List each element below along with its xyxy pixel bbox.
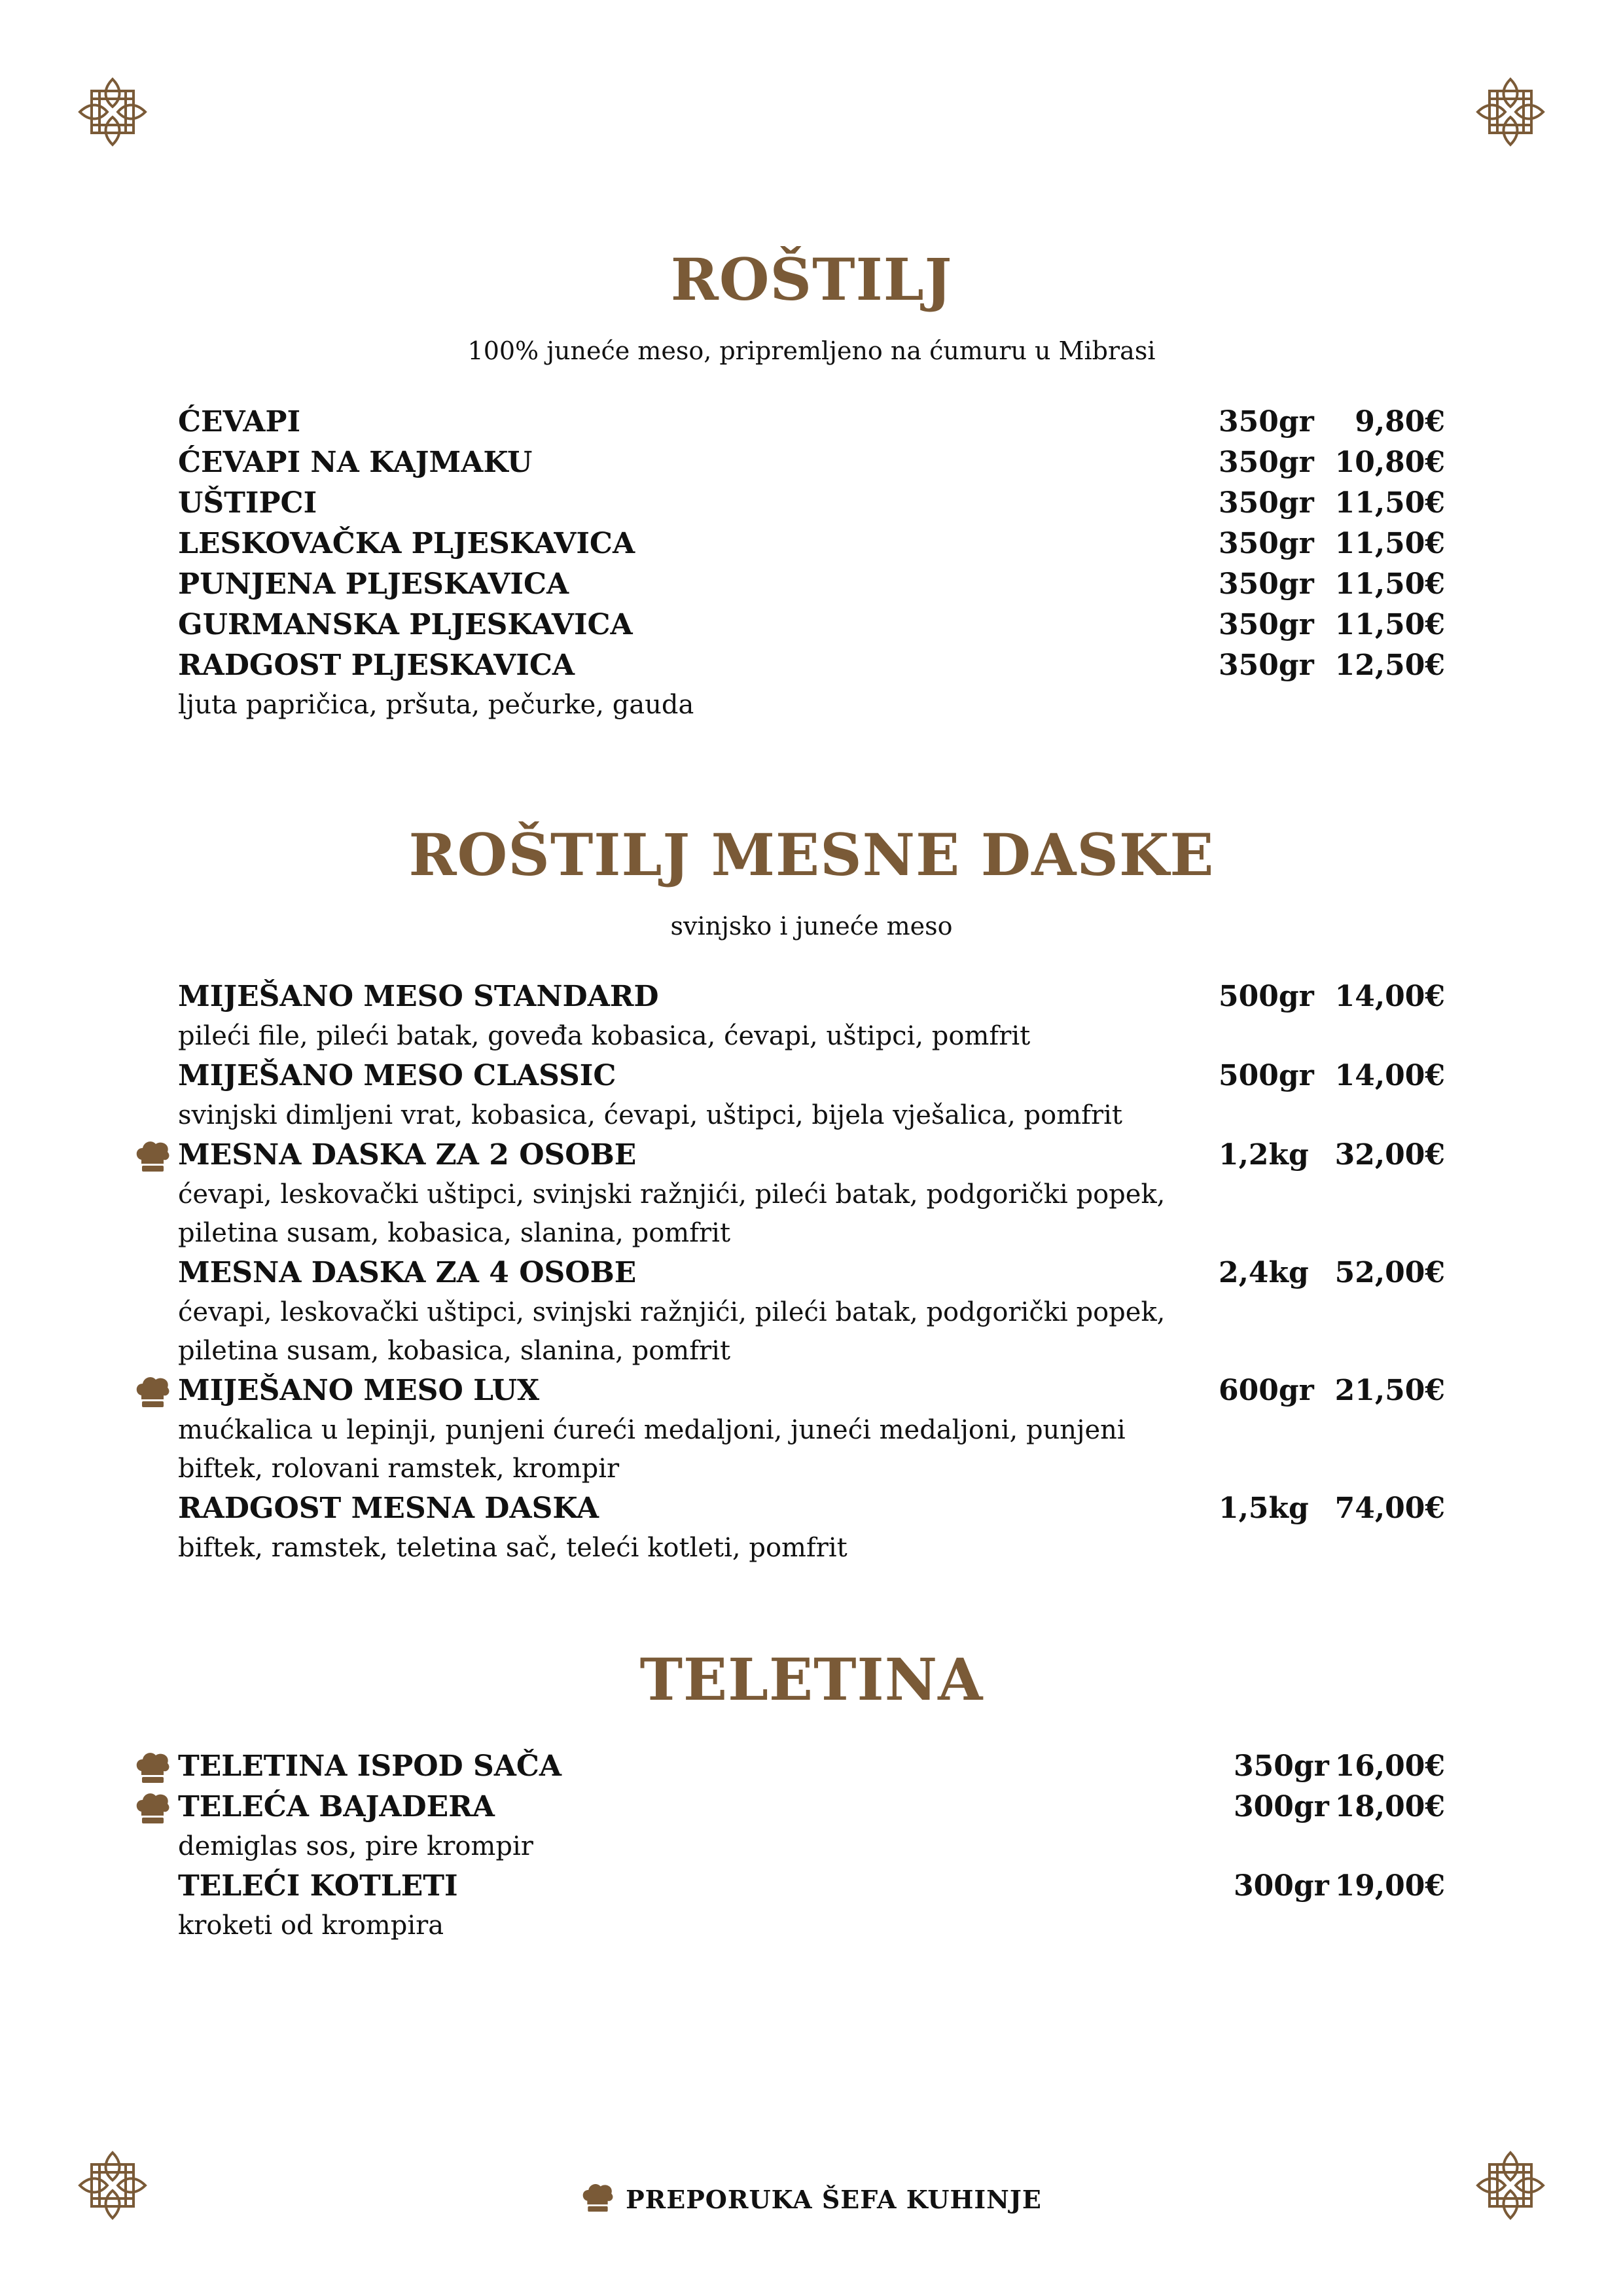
menu-item-row xyxy=(0,1135,1623,1175)
item-weight: 350gr xyxy=(1219,567,1314,601)
section-subtitle: 100% juneće meso, pripremljeno na ćumuru u Mibrasi xyxy=(467,336,1156,365)
item-price: 14,00€ xyxy=(1334,1059,1445,1092)
item-name: ĆEVAPI NA KAJMAKU xyxy=(178,446,533,479)
item-name: MIJEŠANO MESO LUX xyxy=(178,1374,540,1407)
menu-item xyxy=(0,1371,1623,1488)
menu-item xyxy=(0,524,1623,564)
item-name: MIJEŠANO MESO STANDARD xyxy=(178,980,659,1013)
item-price: 19,00€ xyxy=(1334,1869,1445,1903)
menu-item-row xyxy=(0,564,1623,605)
section-title: ROŠTILJ MESNE DASKE xyxy=(408,821,1215,889)
menu-list-mesne-daske xyxy=(0,977,1623,1568)
item-price: 10,80€ xyxy=(1334,446,1445,479)
item-weight: 350gr xyxy=(1219,486,1314,520)
item-weight: 350gr xyxy=(1219,405,1314,439)
section-rostilj xyxy=(0,245,1623,365)
item-price: 11,50€ xyxy=(1334,486,1445,520)
footer-label: PREPORUKA ŠEFA KUHINJE xyxy=(626,2184,1042,2214)
item-name: ĆEVAPI xyxy=(178,405,301,439)
item-description: ćevapi, leskovački uštipci, svinjski ražnjići, pileći batak, podgorički popek, piletina susam, kobasica, slanina, pomfrit xyxy=(178,1179,1166,1248)
item-weight: 350gr xyxy=(1219,446,1314,479)
menu-item xyxy=(0,977,1623,1056)
chef-hat-icon xyxy=(135,1140,170,1173)
menu-item xyxy=(0,645,1623,725)
item-name: TELETINA ISPOD SAČA xyxy=(178,1749,562,1783)
item-weight: 2,4kg xyxy=(1219,1256,1309,1289)
item-weight: 300gr xyxy=(1234,1790,1329,1823)
item-price: 74,00€ xyxy=(1334,1492,1445,1525)
menu-item-row xyxy=(0,1866,1623,1907)
menu-item xyxy=(0,483,1623,524)
item-price: 18,00€ xyxy=(1334,1790,1445,1823)
menu-item-row xyxy=(0,524,1623,564)
item-description: mućkalica u lepinji, punjeni ćureći medaljoni, juneći medaljoni, punjeni biftek, rolovani ramstek, krompir xyxy=(178,1415,1126,1484)
item-weight: 600gr xyxy=(1219,1374,1314,1407)
item-weight: 1,5kg xyxy=(1219,1492,1309,1525)
section-teletina xyxy=(0,1645,1623,1713)
menu-item-row xyxy=(0,645,1623,686)
ornament-icon xyxy=(77,77,148,147)
corner-ornament-top-right xyxy=(1475,77,1546,147)
menu-list-rostilj xyxy=(0,402,1623,725)
item-weight: 350gr xyxy=(1219,649,1314,682)
item-price: 32,00€ xyxy=(1334,1138,1445,1172)
menu-item-row xyxy=(0,442,1623,483)
item-weight: 350gr xyxy=(1219,608,1314,641)
item-price: 52,00€ xyxy=(1334,1256,1445,1289)
item-description: biftek, ramstek, teletina sač, teleći kotleti, pomfrit xyxy=(178,1533,847,1563)
item-description: demiglas sos, pire krompir xyxy=(178,1831,533,1861)
item-price: 11,50€ xyxy=(1334,567,1445,601)
ornament-icon xyxy=(1475,77,1546,147)
menu-item-row xyxy=(0,1056,1623,1096)
item-name: LESKOVAČKA PLJESKAVICA xyxy=(178,527,635,560)
item-weight: 350gr xyxy=(1234,1749,1329,1783)
item-weight: 500gr xyxy=(1219,980,1314,1013)
menu-item xyxy=(0,1488,1623,1568)
menu-item xyxy=(0,1056,1623,1135)
item-price: 11,50€ xyxy=(1334,527,1445,560)
menu-item-row xyxy=(0,605,1623,645)
menu-item-row xyxy=(0,1787,1623,1827)
item-weight: 500gr xyxy=(1219,1059,1314,1092)
corner-ornament-top-left xyxy=(77,77,148,147)
footer-legend xyxy=(0,2183,1623,2215)
item-description: pileći file, pileći batak, goveđa kobasica, ćevapi, uštipci, pomfrit xyxy=(178,1021,1031,1051)
item-name: GURMANSKA PLJESKAVICA xyxy=(178,608,633,641)
section-title: TELETINA xyxy=(639,1645,984,1713)
section-subtitle: svinjsko i juneće meso xyxy=(670,912,953,941)
menu-item-row xyxy=(0,1371,1623,1411)
item-name: TELEĆA BAJADERA xyxy=(178,1790,495,1823)
section-mesne-daske xyxy=(0,821,1623,941)
item-description: ljuta papričica, pršuta, pečurke, gauda xyxy=(178,690,694,720)
item-price: 16,00€ xyxy=(1334,1749,1445,1783)
menu-item xyxy=(0,1787,1623,1866)
item-name: PUNJENA PLJESKAVICA xyxy=(178,567,569,601)
section-title: ROŠTILJ xyxy=(670,245,953,314)
menu-list-teletina xyxy=(0,1746,1623,1945)
item-price: 14,00€ xyxy=(1334,980,1445,1013)
item-weight: 350gr xyxy=(1219,527,1314,560)
item-name: RADGOST PLJESKAVICA xyxy=(178,649,575,682)
menu-item-row xyxy=(0,1488,1623,1529)
menu-item xyxy=(0,605,1623,645)
item-weight: 300gr xyxy=(1234,1869,1329,1903)
item-price: 9,80€ xyxy=(1355,405,1445,439)
menu-item xyxy=(0,1253,1623,1371)
item-name: UŠTIPCI xyxy=(178,486,317,520)
menu-item-row xyxy=(0,402,1623,442)
item-price: 21,50€ xyxy=(1334,1374,1445,1407)
chef-hat-icon xyxy=(135,1751,170,1784)
item-name: TELEĆI KOTLETI xyxy=(178,1869,458,1903)
menu-item xyxy=(0,442,1623,483)
menu-item xyxy=(0,1746,1623,1787)
item-description: svinjski dimljeni vrat, kobasica, ćevapi, uštipci, bijela vješalica, pomfrit xyxy=(178,1100,1122,1130)
item-name: MESNA DASKA ZA 2 OSOBE xyxy=(178,1138,637,1172)
menu-item xyxy=(0,1135,1623,1253)
item-name: RADGOST MESNA DASKA xyxy=(178,1492,599,1525)
menu-item xyxy=(0,402,1623,442)
item-price: 11,50€ xyxy=(1334,608,1445,641)
menu-item xyxy=(0,564,1623,605)
item-description: kroketi od krompira xyxy=(178,1910,444,1941)
menu-item-row xyxy=(0,977,1623,1017)
item-name: MIJEŠANO MESO CLASSIC xyxy=(178,1059,616,1092)
item-weight: 1,2kg xyxy=(1219,1138,1309,1172)
menu-item-row xyxy=(0,483,1623,524)
chef-hat-icon xyxy=(135,1376,170,1408)
chef-hat-icon xyxy=(581,2183,614,2215)
item-name: MESNA DASKA ZA 4 OSOBE xyxy=(178,1256,637,1289)
item-price: 12,50€ xyxy=(1334,649,1445,682)
item-description: ćevapi, leskovački uštipci, svinjski ražnjići, pileći batak, podgorički popek, piletina susam, kobasica, slanina, pomfrit xyxy=(178,1297,1166,1366)
chef-hat-icon xyxy=(135,1792,170,1825)
menu-item-row xyxy=(0,1253,1623,1293)
menu-item xyxy=(0,1866,1623,1945)
menu-item-row xyxy=(0,1746,1623,1787)
